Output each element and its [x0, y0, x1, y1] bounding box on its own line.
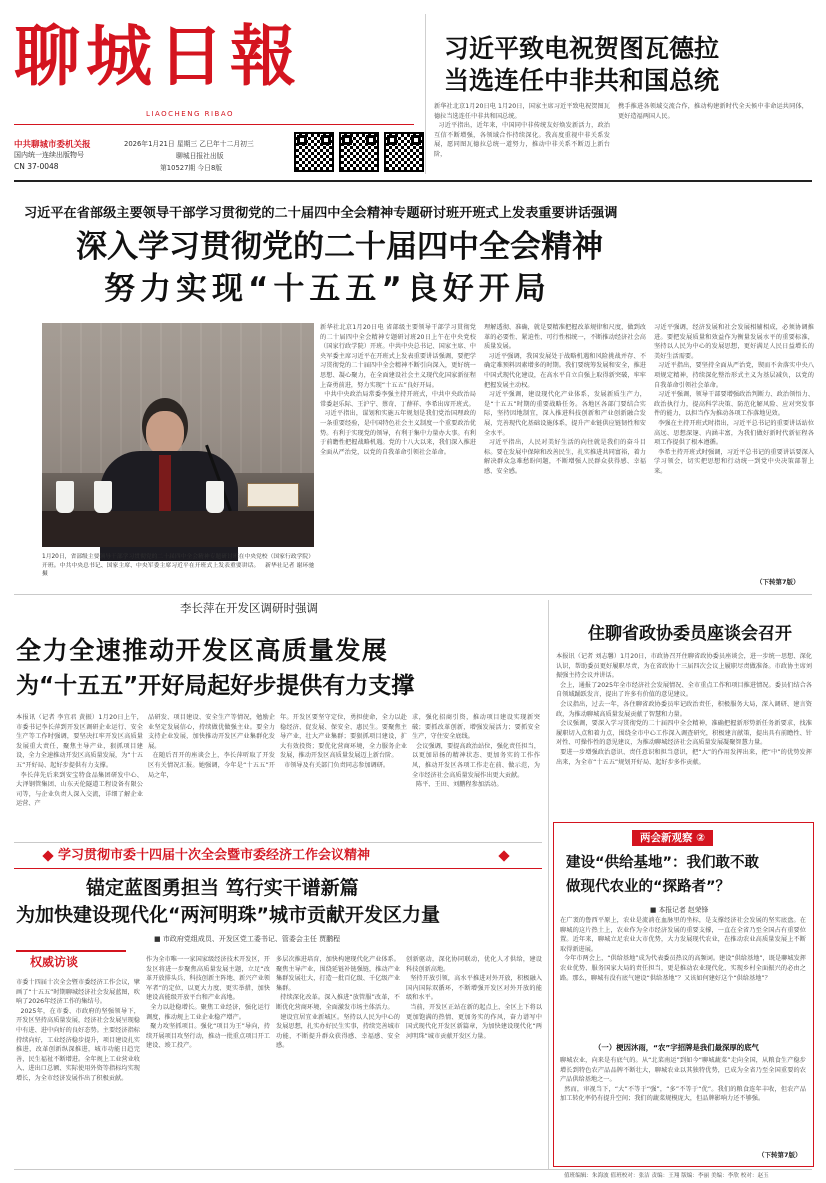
qr-code-2 — [339, 132, 379, 172]
lead-story-col2: 理解透彻、准确，就是要精准把握改革规律和尺度，做到改革的必要性、紧迫性、可行性相统一，不断推动经济社会高质量发展。 习近平强调，我国发展处于战略机遇和风险挑战并存、不确定难预料因素增多的时期。我们要统筹发展和安全，推进中国式现代化建设，在高水平自立自强上取得新突破，牢牢把握发展主动权。 习近平强调，建设现代化产业体系，发展新质生产力，是“十五五”时期的重要战略任务。各地区各部门要结合实际，坚持因地制宜，深入推进科技创新和产业创新融合发展，完善现代化基础设施体系，提升产业链供应链韧性和安全水平。 习近平指出，人民对美好生活的向往就是我们的奋斗目标。要在发展中保障和改善民生，扎实推进共同富裕，着力解决群众急难愁盼问题，不断增强人民群众获得感、幸福感、安全感。 — [484, 324, 647, 475]
economic-col1: 市委十四届十次全会暨市委经济工作会议，擘画了“十五五”时期聊城经济社会发展蓝图，吹响了2026年经济工作的集结号。 2025年，在市委、市政府的坚强领导下，开发区坚持高质量发展，经济社会发展呈现稳中有进、进中向好的良好态势。主要经济指标持续向好，工业经济稳步提升，项目建设扎实推进，改革创新纵深推进，城市功能日趋完善，民生福祉不断增进。全年规上工业营业收入、进出口总额、实际使用外资等指标均实现增长，为全市经济发展作出了积极贡献。 — [16, 979, 140, 1082]
kaifa-col4: 求，强化招商引资，推动项目建设实现新突破；要抓改革创新，增强发展活力；要抓安全生产，守住安全底线。 会议强调，要提高政治站位，强化责任担当，以更加昂扬的精神状态、更加务实的工作作风，推动开发区各项工作走在前、做示范，为全市经济社会高质量发展作出更大贡献。 陈平、王田、刘鹏程参加活动。 — [412, 714, 541, 789]
kaifa-headline-1: 全力全速推动开发区高质量发展 — [16, 636, 389, 665]
qr-code-3 — [384, 132, 424, 172]
lead-story-col1: 新华社北京1月20日电 省部级主要领导干部学习贯彻党的二十届四中全会精神专题研讨班20日上午在中央党校（国家行政学院）开班。中共中央总书记、国家主席、中央军委主席习近平在开班式上发表重要讲话强调，要把学习贯彻党的二十届四中全会精神不断引向深入，更好统一思想、凝心聚力，在全面建设社会主义现代化国家新征程上奋勇前进，努力实现“十五五”良好开局。 中共中央政治局常委李强主持开班式，中共中央政治局常委赵乐际、王沪宁、蔡奇、丁薛祥、李希出席开班式。 习近平指出，谋划和实施五年规划是我们党治国理政的一条重要经验，是中国特色社会主义制度一个重要政治优势。有利于实现党的领导，有利于集中力量办大事。有利于前瞻性把握战略机遇。党的十八大以来，我们深入推进全面从严治党，以党的自我革命引领社会革命。 — [320, 324, 476, 456]
kaifa-col2: 品研发、项目建设、安全生产等情况，勉励企业坚定发展信心，持续做优做强主业。要全力支持企业发展，加快推动开发区产业集群化发展。 在随后召开的座谈会上，李长萍听取了开发区有关情况汇报。她强调，今年是“十五五”开局之年， — [148, 714, 275, 779]
observe-headline-1: 建设“供给基地”：我们敢不敢 — [566, 855, 760, 871]
masthead-pinyin: LIAOCHENG RIBAO — [146, 110, 235, 118]
observe-label: 两会新观察 ② — [632, 830, 713, 846]
observe-byline: ■ 本报记者 赵荣锋 — [650, 906, 709, 914]
observe-subhead: （一）梗因沐雨，“农”字招牌是我们最深厚的底气 — [594, 1043, 759, 1052]
economic-tag: 权威访谈 — [30, 955, 79, 969]
masthead-publisher: 聊城日报社出版 — [176, 152, 224, 160]
qr-code-1 — [294, 132, 334, 172]
kaifa-col3: 年。开发区要坚守定位，勇担使命，全力以赴稳经济、促发展、保安全、惠民生。要聚焦主导产业，壮大产业集群；要狠抓项目建设，扩大有效投资；要优化营商环境，全力服务企业发展，推动开发区高质量发展迈上新台阶。 市领导及有关部门负责同志参加调研。 — [280, 714, 407, 769]
economic-col2: 作为全市唯一一家国家级经济技术开发区，开发区将进一步聚焦高质量发展主题，立足“改革开放排头兵、科技创新主阵地、新兴产业领军者”的定位，以更大力度、更实举措，加快建设高能级开放平台和产业高地。 全力以赴稳增长。聚焦工业经济，强化运行调度，推动规上工业企业稳产增产。 聚力攻坚抓项目。强化“项目为王”导向，持续开展项目攻坚行动，推动一批重点项目开工建设、竣工投产。 — [146, 956, 270, 1050]
top-story-headline-2: 当选连任中非共和国总统 — [444, 66, 720, 95]
observe-body-2: 聊城农业，向来是有底气的。从“北菜南运”到如今“聊城蔬菜”走向全国，从粮食生产稳步增长到特色农产品品牌不断壮大，聊城农业以其独特优势，已成为全省乃至全国重要的农产品供给基地之一。 然而，审视当下，“大”不等于“强”，“多”不等于“优”。我们的粮食连年丰收，但农产品加工转化率仍有提升空间；我们的蔬菜规模庞大，但品牌影响力还不够强。 — [560, 1057, 806, 1103]
masthead-title: 聊城日報 — [14, 17, 302, 95]
lead-story-continued: （下转第7版） — [756, 578, 800, 586]
top-story-body-col1: 新华社北京1月20日电 1月20日，国家主席习近平致电祝贺图瓦德拉当选连任中非共和国总统。 习近平指出，近年来，中国同中非传统友好焕发新活力，政治互信不断增强，各领域合作持续深化。我高度重视中非关系发展，愿同图瓦德拉总统一道努力，推动中非关系不断迈上新台阶， — [434, 103, 611, 158]
economic-headline-1: 锚定蓝图勇担当 笃行实干谱新篇 — [86, 877, 359, 899]
lead-story-headline-2: 努力实现“十五五”良好开局 — [104, 271, 551, 307]
banner-diamond-left — [42, 850, 53, 861]
lead-story-col3: 习近平强调，经济发展和社会发展相辅相成，必须协调推进。要把发展质量和效益作为衡量发展水平的重要标准，坚持以人民为中心的发展思想，更好满足人民日益增长的美好生活需要。 习近平指出，要坚持全面从严治党，锲而不舍落实中央八项规定精神，持续深化整治形式主义为基层减负，以党的自我革命引领社会革命。 习近平强调，领导干部要增强政治判断力、政治领悟力、政治执行力，提高科学决策、防范化解风险、应对突发事件的能力，以担当作为推动各项工作落地见效。 李强在主持开班式时指出，习近平总书记的重要讲话站位高远、思想深邃、内涵丰富，为我们做好新时代新征程各项工作提供了根本遵循。 李希主持开班式时强调，习近平总书记的重要讲话要深入学习领会，切实把思想和行动统一到党中央决策部署上来。 — [654, 324, 815, 475]
economic-headline-2: 为加快建设现代化“两河明珠”城市贡献开发区力量 — [16, 904, 440, 926]
economic-byline: ■ 市政府党组成员、开发区党工委书记、管委会主任 贾鹏程 — [154, 935, 341, 943]
kaifa-headline-2: 为“十五五”开好局起好步提供有力支撑 — [16, 673, 415, 699]
masthead-sponsor: 中共聊城市委机关报 — [14, 140, 91, 150]
observe-continued: （下转第7版） — [758, 1151, 802, 1159]
banner-diamond-right — [498, 850, 509, 861]
economic-col4: 创新驱动，深化协同联动，优化人才供给，建设科技创新高地。 坚持开放引领，高水平推进对外开放，积极融入国内国际双循环，不断增强开发区对外开放的能级和水平。 当前，开发区正站在新的起点上，全区上下将以更加饱满的热情、更加务实的作风，奋力谱写中国式现代化开发区新篇章，为加快建设现代化“两河明珠”城市贡献开发区力量。 — [406, 956, 543, 1040]
lead-story-headline-1: 深入学习贯彻党的二十届四中全会精神 — [76, 229, 603, 265]
lead-story-photo — [42, 323, 314, 547]
top-story-headline-1: 习近平致电祝贺图瓦德拉 — [444, 34, 720, 63]
masthead-issue: 第10527期 今日8版 — [160, 164, 223, 172]
kaifa-col1: 本报讯（记者 李宜君 黄振）1月20日上午，市委书记李长萍到开发区调研企业运行、安全生产等工作时强调，要坚决扛牢开发区高质量发展重大责任，聚焦主导产业，狠抓项目建设，全力全速推动开发区高质量发展，为“十五五”开好局、起好步提供有力支撑。 李长萍先后来到安宝特食品集团研发中心、大泽钢管集团、山东天伦隧道工程设备有限公司等，与企业负责人深入交流，详细了解企业运营、产 — [16, 714, 143, 808]
kaifa-kicker: 李长萍在开发区调研时强调 — [180, 601, 318, 615]
masthead-cn-code: CN 37-0048 — [14, 162, 59, 171]
lead-story-photo-caption: 1月20日，省部级主要领导干部学习贯彻党的二十届四中全会精神专题研讨班在中央党校（国家行政学院）开班。中共中央总书记、国家主席、中央军委主席习近平在开班式上发表重要讲话。 新华社记者 谢环驰 摄 — [42, 554, 316, 577]
zhengxie-headline: 住聊省政协委员座谈会召开 — [588, 624, 792, 644]
economic-banner: 学习贯彻市委十四届十次全会暨市委经济工作会议精神 — [58, 848, 371, 863]
top-story-body-col2: 携手推进各领域交流合作，推动构建新时代全天候中非命运共同体，更好造福两国人民。 — [618, 103, 808, 120]
masthead-date-line: 2026年1月21日 星期三 乙巳年十二月初三 — [124, 140, 254, 148]
footer-editors: 值班编辑：朱海波 值班校对：张洁 责编：王翔 版编：李丽 美编：李欣 校对：赵玉 — [564, 1173, 769, 1179]
observe-headline-2: 做现代农业的“探路者”？ — [566, 879, 731, 895]
lead-story-kicker: 习近平在省部级主要领导干部学习贯彻党的二十届四中全会精神专题研讨班开班式上发表重要讲话强调 — [24, 206, 618, 221]
zhengxie-body: 本报讯（记者 刘志馨）1月20日，市政协召开住聊省政协委员座谈会，进一步统一思想、深化认识，帮助委员更好履职尽责，为在省政协十三届四次会议上履职尽责做准备。市政协主席刘振强主持会议并讲话。 会上，通报了2025年全市经济社会发展情况、全市重点工作和项目推进情况。委员们结合各自领域踊跃发言，提出了许多有价值的意见建议。 会议指出，过去一年，各住聊省政协委员牢记政治责任，积极服务大局，深入调研、建言资政，为推动聊城高质量发展贡献了智慧和力量。 会议强调，要深入学习贯彻党的二十届四中全会精神，准确把握新形势新任务新要求，找准履职切入点和着力点，围绕全市中心工作深入调查研究，积极建言献策，提出具有前瞻性、针对性、可操作性的意见建议，为推动聊城经济社会高质量发展凝聚智慧力量。 要进一步增强政治意识、责任意识和担当意识，把“大”的作用发挥出来，把“中”的优势发挥出来，为全市“十五五”规划开好局、起好步多作贡献。 — [556, 653, 812, 766]
masthead-domestic-code: 国内统一连续出版物号 — [14, 151, 84, 159]
economic-col3: 多层次推进培育，加快构建现代化产业体系。聚焦主导产业，围绕延链补链强链，推动产业集群发展壮大，打造一批百亿级、千亿级产业集群。 持续深化改革。深入推进“放管服”改革，不断优化营商环境，全面激发市场主体活力。 建设宜居宜业新城区。坚持以人民为中心的发展思想，扎实办好民生实事，持续完善城市功能，不断提升群众获得感、幸福感、安全感。 — [276, 956, 400, 1050]
observe-body-1: 在广袤的鲁西平原上，农业是流淌在血脉里的坐标，是支撑经济社会发展的坚实底盘。在聊城的这片热土上，农业作为全市经济发展的重要支撑，一直在全省乃至全国占有重要位置。近年来，聊城立足农业大市优势，大力发展现代农业，在推动农业高质量发展上不断取得新进展。 今年市两会上，“供给基地”成为代表委员热议的高频词。建设“供给基地”，既是聊城发挥农业优势、服务国家大局的责任担当，更是推动农业现代化、实现乡村全面振兴的必由之路。那么，聊城有没有底气建设“供给基地”？又该如何建好这个“供给基地”？ — [560, 917, 806, 982]
economic-tag-bar — [16, 950, 126, 952]
